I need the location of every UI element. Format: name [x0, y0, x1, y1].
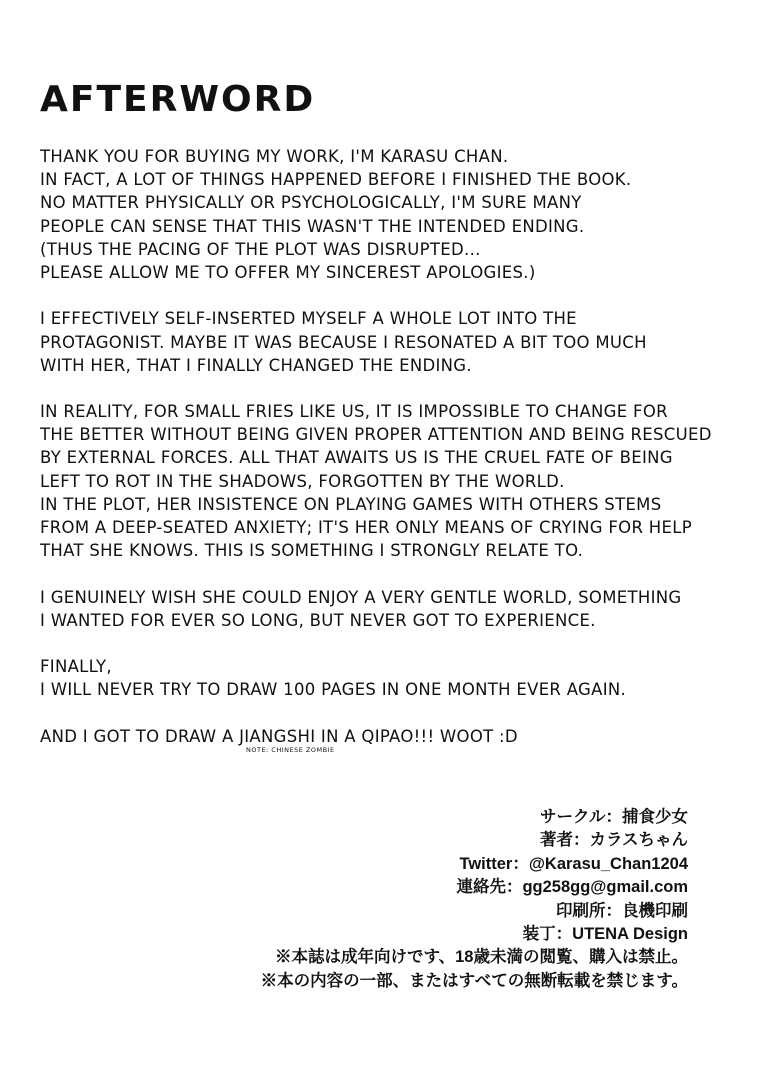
- paragraph-line: I GENUINELY WISH SHE COULD ENJOY A VERY GENTLE WORLD, SOMETHING: [40, 587, 682, 607]
- credit-line: サークル：捕食少女: [539, 808, 688, 826]
- paragraph-line: FINALLY,: [40, 657, 112, 677]
- paragraph-line: BY EXTERNAL FORCES. ALL THAT AWAITS US IS THE CRUEL FATE OF BEING: [40, 448, 673, 468]
- credit-line: Twitter：@Karasu_Chan1204: [459, 854, 688, 873]
- paragraph-line: IN REALITY, FOR SMALL FRIES LIKE US, IT IS IMPOSSIBLE TO CHANGE FOR: [40, 402, 668, 422]
- paragraph-gap: [40, 632, 760, 655]
- paragraph-gap: [40, 284, 760, 307]
- paragraph-line: IN THE PLOT, HER INSISTENCE ON PLAYING GAMES WITH OTHERS STEMS: [40, 494, 662, 514]
- paragraph-line: FROM A DEEP-SEATED ANXIETY; IT'S HER ONLY MEANS OF CRYING FOR HELP: [40, 518, 692, 537]
- paragraph-gap: [40, 377, 760, 400]
- paragraph-line: PROTAGONIST. MAYBE IT WAS BECAUSE I RESONATED A BIT TOO MUCH: [40, 332, 647, 352]
- paragraph-line: (THUS THE PACING OF THE PLOT WAS DISRUPTED...: [40, 239, 481, 259]
- paragraph-line: IN FACT, A LOT OF THINGS HAPPENED BEFORE I FINISHED THE BOOK.: [40, 170, 632, 190]
- paragraph-gap: [40, 702, 760, 725]
- credit-line: 装丁：UTENA Design: [522, 925, 688, 944]
- paragraph-line: AND I GOT TO DRAW A JIANGSHI IN A QIPAO!!! WOOT :D: [40, 726, 518, 746]
- paragraph-line: I WANTED FOR EVER SO LONG, BUT NEVER GOT TO EXPERIENCE.: [40, 610, 596, 630]
- paragraph-line: I WILL NEVER TRY TO DRAW 100 PAGES IN ONE MONTH EVER AGAIN.: [40, 680, 627, 700]
- credit-line: ※本誌は成年向けです、18歳未満の閲覧、購入は禁止。: [274, 948, 688, 967]
- paragraph-gap: [40, 562, 760, 585]
- footnote: NOTE: CHINESE ZOMBIE: [246, 746, 335, 754]
- paragraph-line: LEFT TO ROT IN THE SHADOWS, FORGOTTEN BY THE WORLD.: [40, 471, 565, 491]
- paragraph-line: THANK YOU FOR BUYING MY WORK, I'M KARASU CHAN.: [40, 147, 509, 166]
- credit-line: 印刷所：良機印刷: [556, 901, 688, 920]
- paragraph-line: NO MATTER PHYSICALLY OR PSYCHOLOGICALLY, I'M SURE MANY: [40, 193, 582, 213]
- paragraph-line: THAT SHE KNOWS. THIS IS SOMETHING I STRONGLY RELATE TO.: [40, 541, 584, 561]
- credit-line: 著者：カラスちゃん: [539, 831, 688, 850]
- paragraph-line: I EFFECTIVELY SELF-INSERTED MYSELF A WHOLE LOT INTO THE: [40, 309, 577, 329]
- paragraph-line: PEOPLE CAN SENSE THAT THIS WASN'T THE INTENDED ENDING.: [40, 216, 585, 236]
- paragraph-line: WITH HER, THAT I FINALLY CHANGED THE ENDING.: [40, 355, 472, 375]
- credit-line: 連絡先：gg258gg@gmail.com: [456, 878, 688, 897]
- credit-line: ※本の内容の一部、またはすべての無断転載を禁じます。: [260, 971, 688, 990]
- colophon-credits: [261, 806, 688, 993]
- afterword-body: [40, 145, 760, 748]
- page-title: AFTERWORD: [40, 79, 316, 120]
- paragraph-line: THE BETTER WITHOUT BEING GIVEN PROPER ATTENTION AND BEING RESCUED: [40, 425, 712, 445]
- paragraph-line: PLEASE ALLOW ME TO OFFER MY SINCEREST APOLOGIES.): [40, 262, 536, 282]
